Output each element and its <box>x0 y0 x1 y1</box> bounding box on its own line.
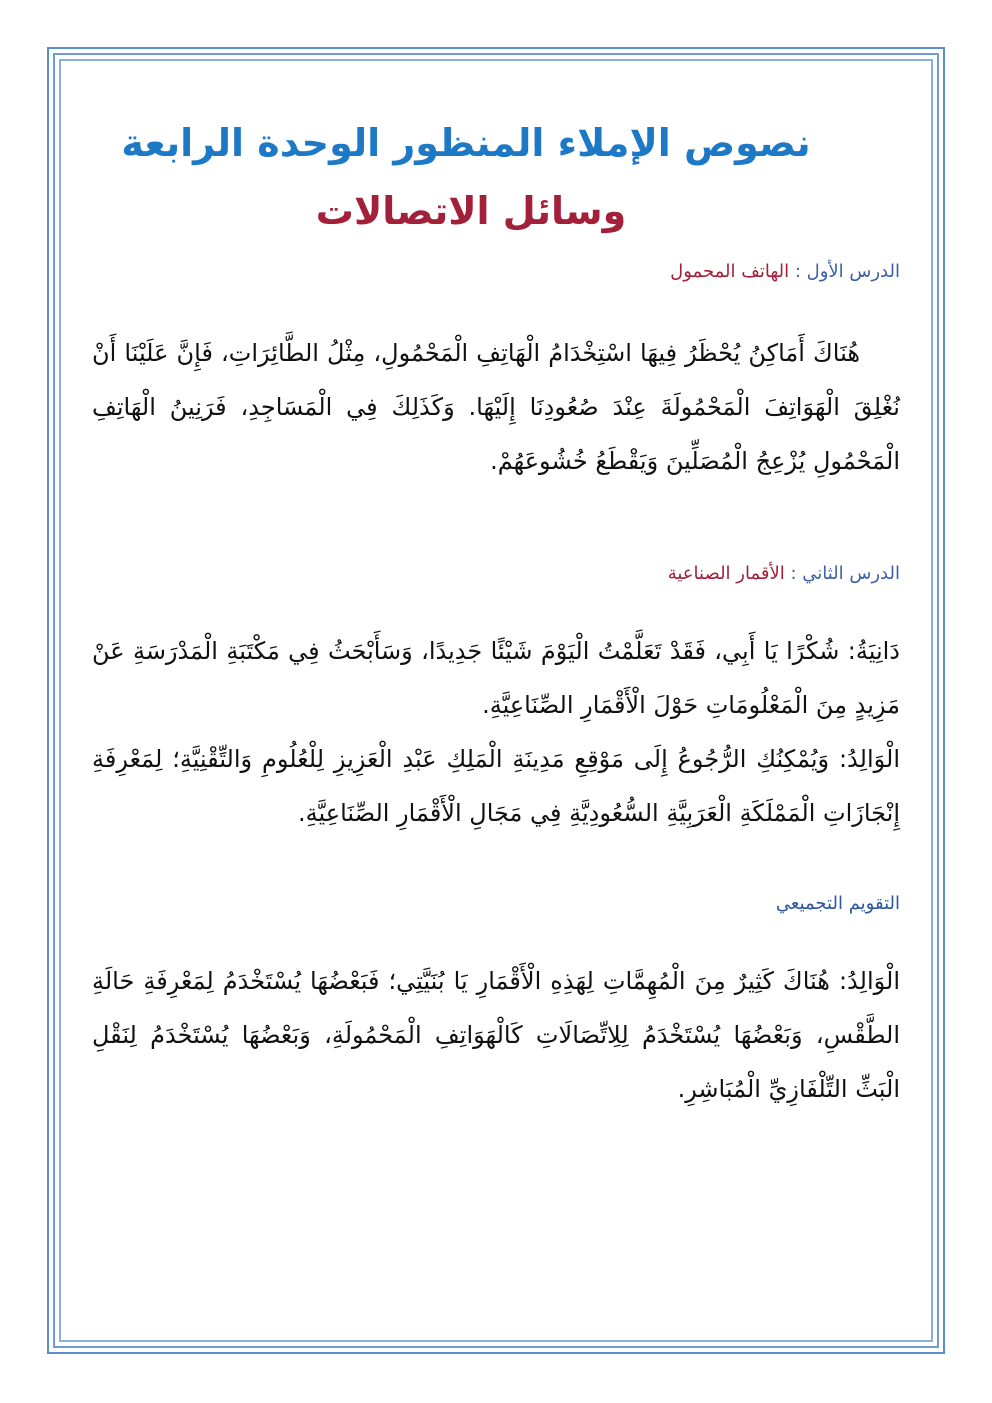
lesson-1-heading <box>92 258 900 286</box>
lesson-1-heading-prefix: الدرس الأول : <box>794 261 900 282</box>
assessment-heading: التقويم التجميعي <box>775 893 900 914</box>
lesson-2-dialogue <box>92 624 900 840</box>
lesson-1-heading-name: الهاتف المحمول <box>670 261 790 282</box>
dialogue-line-father: الْوَالِدُ: وَيُمْكِنُكِ الرُّجُوعُ إِلَى مَوْقِعِ مَدِينَةِ الْمَلِكِ عَبْدِ الْعَزِيزِ لِلْعُلُومِ وَالتِّقْنِيَّةِ؛ لِمَعْرِفَةِ إِنْجَازَاتِ الْمَمْلَكَةِ الْعَرَبِيَّةِ السُّعُودِيَّةِ فِي مَجَالِ الْأَقْمَارِ الصِّنَاعِيَّةِ. <box>92 745 900 827</box>
assessment-text: الْوَالِدُ: هُنَاكَ كَثِيرٌ مِنَ الْمُهِمَّاتِ لِهَذِهِ الْأَقْمَارِ يَا بُنَيَّتِي؛ فَبَعْضُهَا يُسْتَخْدَمُ لِمَعْرِفَةِ حَالَةِ الطَّقْسِ، وَبَعْضُهَا يُسْتَخْدَمُ لِلِاتِّصَالَاتِ كَالْهَوَاتِفِ الْمَحْمُولَةِ، وَبَعْضُهَا يُسْتَخْدَمُ لِنَقْلِ الْبَثِّ التِّلْفَازِيِّ الْمُبَاشِرِ. <box>92 967 900 1103</box>
dialogue-line-dania: دَانِيَةُ: شُكْرًا يَا أَبِي، فَقَدْ تَعَلَّمْتُ الْيَوْمَ شَيْئًا جَدِيدًا، وَسَأَبْحَثُ فِي مَكْتَبَةِ الْمَدْرَسَةِ عَنْ مَزِيدٍ مِنَ الْمَعْلُومَاتِ حَوْلَ الْأَقْمَارِ الصِّنَاعِيَّةِ. <box>92 637 900 719</box>
lesson-2-heading <box>92 560 900 588</box>
lesson-1-text: هُنَاكَ أَمَاكِنُ يُحْظَرُ فِيهَا اسْتِخْدَامُ الْهَاتِفِ الْمَحْمُولِ، مِثْلُ الطَّائِرَاتِ، فَإِنَّ عَلَيْنَا أَنْ نُغْلِقَ الْهَوَاتِفَ الْمَحْمُولَةَ عِنْدَ صُعُودِنَا إِلَيْهَا. وَكَذَلِكَ فِي الْمَسَاجِدِ، فَرَنِينُ الْهَاتِفِ الْمَحْمُولِ يُزْعِجُ الْمُصَلِّينَ وَيَقْطَعُ خُشُوعَهُمْ. <box>92 339 900 475</box>
page-title: نصوص الإملاء المنظور الوحدة الرابعة <box>121 121 811 165</box>
lesson-2-heading-prefix: الدرس الثاني : <box>790 563 900 584</box>
document-content <box>92 100 900 1116</box>
unit-subtitle: وسائل الاتصالات <box>315 189 627 233</box>
lesson-2-heading-name: الأقمار الصناعية <box>667 563 785 584</box>
